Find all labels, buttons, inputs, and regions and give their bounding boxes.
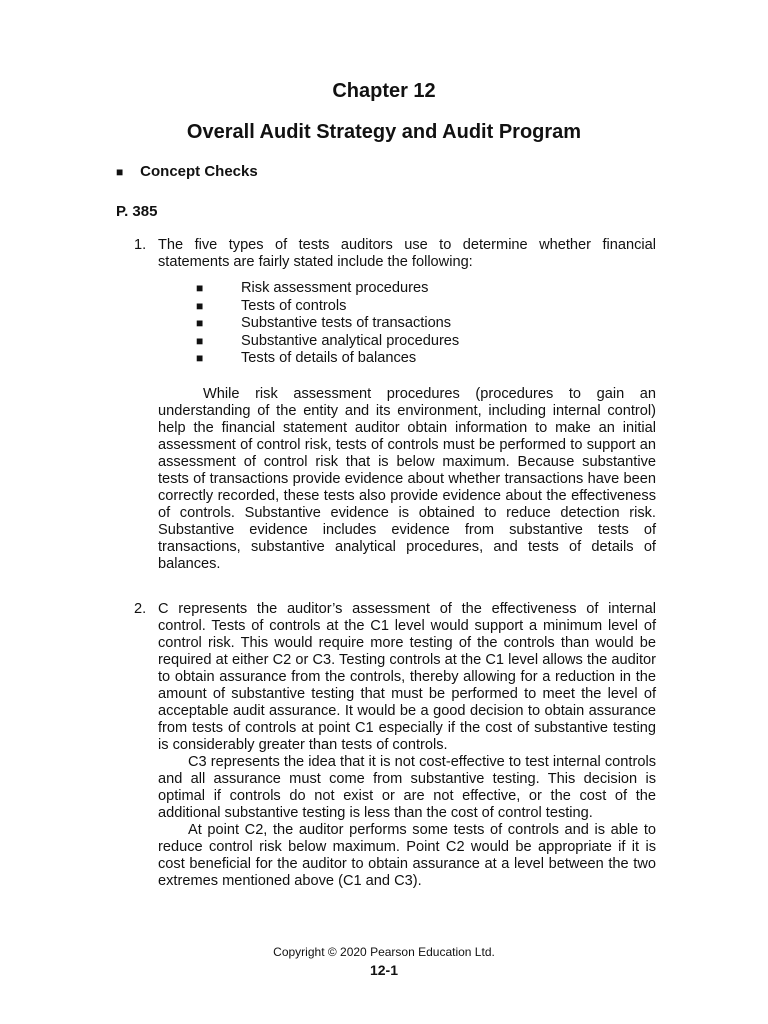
list-item: ■ Substantive tests of transactions xyxy=(196,315,452,331)
square-bullet-icon: ■ xyxy=(116,165,124,179)
answer-paragraph: At point C2, the auditor performs some tests of controls and is able to reduce control risk below maximum. Point C2 would be appropriate if it is cost beneficial for the auditor to obtain assurance at a level between the two extremes mentioned above (C1 and C3). xyxy=(158,822,656,889)
question-number: 1. xyxy=(134,237,147,253)
square-bullet-icon: ■ xyxy=(196,298,204,313)
answer-paragraph: C3 represents the idea that it is not cost-effective to test internal controls and all assurance must come from substantive testing. This decision is optimal if controls do not exist or are not effective, or the cost of the additional substantive testing is less than the cost of control testing. xyxy=(158,754,656,821)
page-reference: P. 385 xyxy=(116,203,158,220)
answer-paragraph: C represents the auditor’s assessment of the effectiveness of internal control. Tests of controls at the C1 level would support a minimum level of control risk. This would require more testing of the controls than would be required at either C2 or C3. Testing controls at the C1 level allows the auditor to obtain assurance from the controls, thereby allowing for a reduction in the amount of substantive testing that must be performed to meet the level of acceptable audit assurance. It would be a good decision to obtain assurance from tests of controls at point C1 especially if the cost of substantive testing is considerably greater than tests of controls. xyxy=(158,601,656,753)
square-bullet-icon: ■ xyxy=(196,333,204,348)
list-item: ■ Risk assessment procedures xyxy=(196,280,429,296)
list-item: ■ Tests of controls xyxy=(196,297,347,314)
section-heading xyxy=(116,163,258,180)
list-item: ■ Substantive analytical procedures xyxy=(196,332,460,349)
answer-paragraph: While risk assessment procedures (procedures to gain an understanding of the entity and its environment, including internal control) help the financial statement auditor obtain information to make an initial assessment of control risk, tests of controls must be performed to support an assessment of control risk that is below maximum. Because substantive tests of transactions provide evidence about whether transactions have been correctly recorded, these tests also provide evidence about the effectiveness of controls. Substantive evidence is obtained to reduce detection risk. Substantive evidence includes evidence from substantive tests of transactions, substantive analytical procedures, and tests of details of balances. xyxy=(158,385,656,572)
square-bullet-icon: ■ xyxy=(196,351,204,365)
question-number: 2. xyxy=(134,601,147,617)
section-label: Concept Checks xyxy=(140,163,258,180)
page-number: 12-1 xyxy=(369,962,399,978)
question-2 xyxy=(134,601,656,890)
square-bullet-icon: ■ xyxy=(196,316,204,330)
question-1 xyxy=(134,237,656,573)
square-bullet-icon: ■ xyxy=(196,281,204,295)
question-intro: The five types of tests auditors use to determine whether financial statements are fairly stated include the following: xyxy=(158,237,656,270)
list-item: ■ Tests of details of balances xyxy=(196,350,417,366)
test-types-list xyxy=(196,280,656,368)
chapter-heading: Chapter 12 xyxy=(332,80,436,102)
copyright-notice: Copyright © 2020 Pearson Education Ltd. xyxy=(273,945,495,959)
page-title: Overall Audit Strategy and Audit Program xyxy=(186,121,582,143)
